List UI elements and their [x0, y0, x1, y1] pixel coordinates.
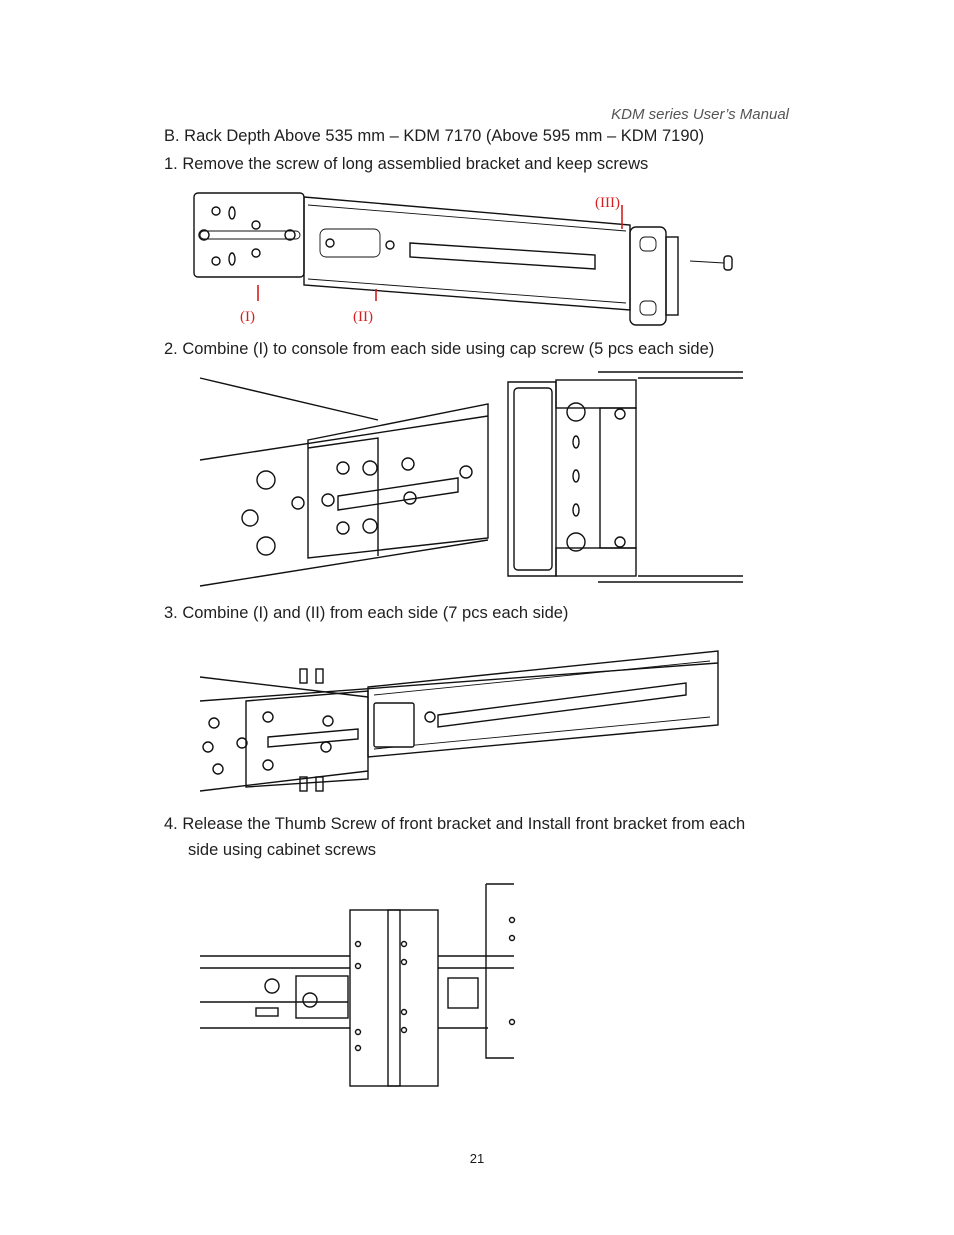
step-3-text: 3. Combine (I) and (II) from each side (7 pcs each side) [164, 604, 569, 622]
running-header: KDM series User’s Manual [611, 106, 789, 123]
label-part-1: (I) [240, 309, 255, 325]
label-part-2: (II) [353, 309, 373, 325]
page-number: 21 [469, 1151, 485, 1166]
step-4-text-line-2: side using cabinet screws [188, 841, 377, 859]
figure-4-front-bracket-install [198, 882, 518, 1088]
section-title: B. Rack Depth Above 535 mm – KDM 7170 (Above 595 mm – KDM 7190) [164, 127, 705, 145]
figure-2-console-mounting [198, 368, 743, 592]
label-part-3: (III) [595, 195, 620, 211]
step-4-text-line-1: 4. Release the Thumb Screw of front bracket and Install front bracket from each [164, 815, 746, 833]
figure-1-bracket-assembly [190, 185, 760, 330]
step-2-text: 2. Combine (I) to console from each side using cap screw (5 pcs each side) [164, 340, 715, 358]
step-1-text: 1. Remove the screw of long assemblied bracket and keep screws [164, 155, 649, 173]
figure-3-combine-brackets [198, 645, 723, 797]
